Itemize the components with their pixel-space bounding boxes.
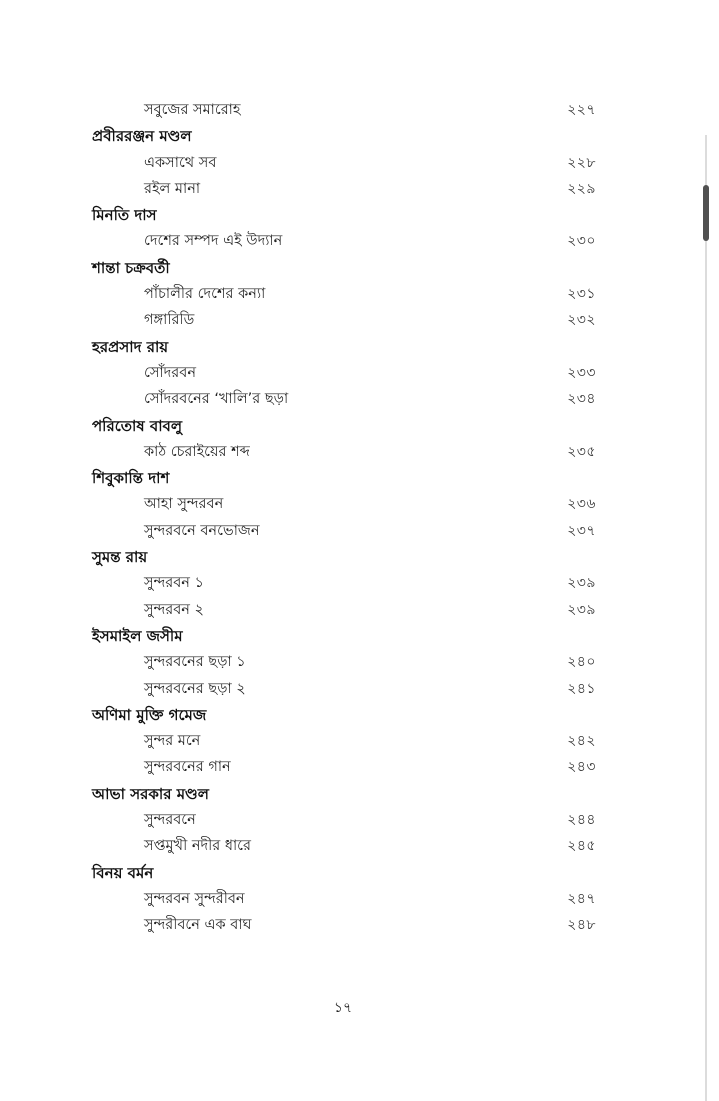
entry-title: সুন্দরবনের ছড়া ১ xyxy=(144,654,246,671)
page-number-footer: ১৭ xyxy=(333,1000,353,1016)
toc-entry[interactable] xyxy=(92,518,604,544)
scrollbar-track[interactable] xyxy=(705,135,707,1101)
author-heading: মিনতি দাস xyxy=(92,206,157,225)
entry-page-number: ২৪৪ xyxy=(567,812,596,829)
entry-page-number: ২৪৩ xyxy=(567,759,596,776)
toc-entry[interactable] xyxy=(92,807,604,833)
entry-title: আহা সুন্দরবন xyxy=(144,496,224,513)
toc-entry[interactable] xyxy=(92,307,604,333)
toc-entry[interactable] xyxy=(92,386,604,412)
entry-page-number: ২৪১ xyxy=(567,680,596,697)
toc-entry[interactable] xyxy=(92,228,604,254)
entry-page-number: ২৩৯ xyxy=(567,601,596,618)
entry-page-number: ২২৯ xyxy=(567,180,596,197)
entry-page-number: ২৩১ xyxy=(567,286,596,303)
entry-title: একসাথে সব xyxy=(144,154,217,171)
toc-entry[interactable] xyxy=(92,570,604,596)
author-heading: ইসমাইল জসীম xyxy=(92,626,183,645)
entry-title: সুন্দরবন ২ xyxy=(144,601,204,618)
entry-title: সবুজের সমারোহ xyxy=(144,102,241,118)
entry-page-number: ২২৭ xyxy=(567,102,596,118)
entry-page-number: ২৪০ xyxy=(567,654,596,671)
entry-title: দেশের সম্পদ এই উদ্যান xyxy=(144,233,283,250)
entry-page-number: ২৪৮ xyxy=(567,917,596,934)
entry-page-number: ২৩৯ xyxy=(567,575,596,592)
author-heading: শিবুকান্তি দাশ xyxy=(92,469,170,488)
author-heading: অণিমা মুক্তি গমেজ xyxy=(92,705,207,724)
author-heading: আভা সরকার মণ্ডল xyxy=(92,784,209,803)
toc-entry[interactable] xyxy=(92,150,604,176)
entry-page-number: ২৩৬ xyxy=(567,496,596,513)
entry-title: পাঁচালীর দেশের কন্যা xyxy=(144,286,266,303)
author-heading: সুমন্ত রায় xyxy=(92,548,148,567)
entry-title: সোঁদরবনের ‘খালি’র ছড়া xyxy=(144,391,289,408)
table-of-contents xyxy=(92,97,604,939)
toc-entry[interactable] xyxy=(92,360,604,386)
entry-title: সুন্দরবনে xyxy=(144,812,196,829)
toc-entry[interactable] xyxy=(92,676,604,702)
entry-title: রইল মানা xyxy=(144,180,201,197)
author-heading: শান্তা চক্রবর্তী xyxy=(92,258,170,277)
toc-entry[interactable] xyxy=(92,886,604,912)
toc-entry[interactable] xyxy=(92,281,604,307)
entry-title: সুন্দরবনের ছড়া ২ xyxy=(144,680,246,697)
entry-title: সুন্দরবন ১ xyxy=(144,575,204,592)
entry-title: সুন্দর মনে xyxy=(144,733,201,750)
toc-entry[interactable] xyxy=(92,649,604,675)
entry-page-number: ২৩২ xyxy=(567,312,596,329)
entry-page-number: ২৩৩ xyxy=(567,364,596,381)
entry-title: গঙ্গারিডি xyxy=(144,312,195,329)
entry-page-number: ২৩৫ xyxy=(567,443,596,460)
entry-title: সপ্তমুখী নদীর ধারে xyxy=(144,838,251,855)
entry-page-number: ২৩৭ xyxy=(567,522,596,539)
toc-entry[interactable] xyxy=(92,597,604,623)
entry-page-number: ২৪৭ xyxy=(567,890,596,907)
entry-title: কাঠ চেরাইয়ের শব্দ xyxy=(144,443,250,460)
entry-title: সুন্দরবনের গান xyxy=(144,759,231,776)
entry-page-number: ২৩০ xyxy=(567,233,596,250)
toc-entry[interactable] xyxy=(92,97,604,123)
scrollbar-thumb[interactable] xyxy=(703,185,709,241)
toc-entry[interactable] xyxy=(92,728,604,754)
entry-title: সুন্দরবনে বনভোজন xyxy=(144,522,260,539)
entry-page-number: ২৪২ xyxy=(567,733,596,750)
author-heading: হরপ্রসাদ রায় xyxy=(92,337,169,356)
entry-page-number: ২২৮ xyxy=(567,154,596,171)
entry-page-number: ২৪৫ xyxy=(567,838,596,855)
toc-entry[interactable] xyxy=(92,176,604,202)
author-heading: পরিতোষ বাবলু xyxy=(92,416,183,435)
author-heading: বিনয় বর্মন xyxy=(92,863,154,882)
toc-entry[interactable] xyxy=(92,491,604,517)
toc-entry[interactable] xyxy=(92,833,604,859)
toc-entry[interactable] xyxy=(92,439,604,465)
toc-entry[interactable] xyxy=(92,754,604,780)
entry-page-number: ২৩৪ xyxy=(567,391,596,408)
toc-entry[interactable] xyxy=(92,912,604,938)
entry-title: সুন্দরীবনে এক বাঘ xyxy=(144,917,252,934)
entry-title: সুন্দরবন সুন্দরীবন xyxy=(144,890,245,907)
author-heading: প্রবীররঞ্জন মণ্ডল xyxy=(92,127,192,146)
entry-title: সোঁদরবন xyxy=(144,364,196,381)
